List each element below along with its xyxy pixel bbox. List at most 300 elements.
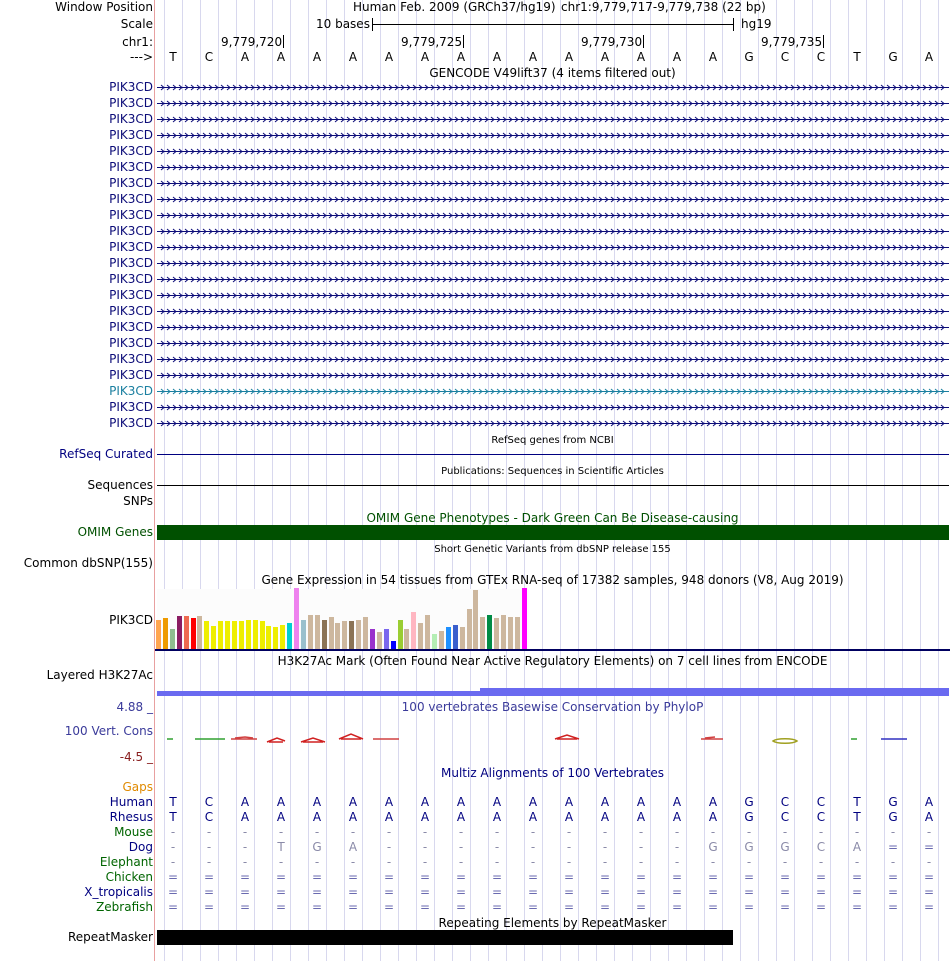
grid-line [542, 0, 543, 961]
base-letter: C [816, 50, 826, 64]
gencode-transcript[interactable] [157, 83, 949, 92]
gencode-transcript[interactable] [157, 371, 949, 380]
alignment-base: = [239, 885, 251, 899]
gtex-track-title: Gene Expression in 54 tissues from GTEx RNA-seq of 17382 samples, 948 donors (V8, Aug 2019) [261, 573, 844, 587]
base-letter: G [888, 50, 898, 64]
grid-line [632, 0, 633, 961]
sequences-label[interactable]: Sequences [87, 478, 153, 492]
alignment-base: A [420, 810, 430, 824]
alignment-base: C [780, 795, 790, 809]
alignment-base: A [564, 795, 574, 809]
gtex-bar[interactable] [425, 615, 430, 649]
gencode-gene-label[interactable]: PIK3CD [109, 336, 153, 350]
grid-line [344, 0, 345, 961]
alignment-base: = [887, 900, 899, 914]
alignment-base: = [635, 900, 647, 914]
alignment-base: = [239, 870, 251, 884]
conservation-min-label: -4.5 _ [119, 750, 153, 764]
ruler-tick [823, 35, 824, 48]
gtex-bar[interactable] [156, 620, 161, 649]
gencode-track-title: GENCODE V49lift37 (4 items filtered out) [429, 66, 676, 80]
gencode-transcript[interactable] [157, 179, 949, 188]
ruler-tick-label: 9,779,735 [761, 35, 823, 49]
alignment-base: G [708, 840, 718, 854]
alignment-base: = [671, 885, 683, 899]
gencode-gene-label[interactable]: PIK3CD [109, 320, 153, 334]
alignment-base: - [458, 825, 464, 839]
gtex-bar[interactable] [301, 620, 306, 649]
grid-line [704, 0, 705, 961]
species-label: Dog [128, 840, 153, 854]
alignment-base: A [924, 810, 934, 824]
alignment-base: = [707, 870, 719, 884]
alignment-base: = [563, 885, 575, 899]
alignment-base: A [852, 840, 862, 854]
alignment-base: A [708, 810, 718, 824]
gencode-transcript[interactable] [157, 355, 949, 364]
gtex-bar[interactable] [522, 588, 527, 649]
gtex-bar[interactable] [398, 620, 403, 649]
gtex-bar[interactable] [273, 627, 278, 649]
alignment-base: - [926, 825, 932, 839]
grid-line [830, 0, 831, 961]
alignment-base: = [851, 885, 863, 899]
gtex-bar[interactable] [349, 621, 354, 649]
alignment-base: A [312, 795, 322, 809]
alignment-base: - [566, 840, 572, 854]
gencode-transcript[interactable] [157, 259, 949, 268]
alignment-base: A [384, 795, 394, 809]
conservation-label[interactable]: 100 Vert. Cons [64, 724, 153, 738]
alignment-base: A [492, 795, 502, 809]
gtex-bar[interactable] [177, 616, 182, 649]
gtex-bar[interactable] [384, 629, 389, 649]
gencode-gene-label[interactable]: PIK3CD [109, 192, 153, 206]
alignment-base: A [312, 810, 322, 824]
gencode-transcript[interactable] [157, 339, 949, 348]
grid-line [866, 0, 867, 961]
alignment-base: - [890, 825, 896, 839]
alignment-base: = [455, 900, 467, 914]
gtex-bar[interactable] [487, 615, 492, 649]
gtex-bar[interactable] [446, 627, 451, 649]
base-letter: A [672, 50, 682, 64]
alignment-base: = [887, 885, 899, 899]
refseq-curated-label[interactable]: RefSeq Curated [59, 447, 153, 461]
alignment-base: C [204, 810, 214, 824]
alignment-base: - [422, 825, 428, 839]
gtex-bar[interactable] [356, 620, 361, 649]
alignment-base: - [530, 855, 536, 869]
alignment-base: - [242, 825, 248, 839]
common-dbsnp-label[interactable]: Common dbSNP(155) [23, 556, 153, 570]
gencode-gene-label[interactable]: PIK3CD [109, 160, 153, 174]
alignment-base: = [347, 885, 359, 899]
gencode-transcript[interactable] [157, 275, 949, 284]
grid-line [776, 0, 777, 961]
alignment-base: = [527, 900, 539, 914]
gencode-transcript[interactable] [157, 99, 949, 108]
alignment-base: - [494, 855, 500, 869]
gencode-gene-label[interactable]: PIK3CD [109, 416, 153, 430]
base-letter: A [600, 50, 610, 64]
grid-line [794, 0, 795, 961]
gencode-transcript[interactable] [157, 419, 949, 428]
repeatmasker-track-title: Repeating Elements by RepeatMasker [438, 916, 667, 930]
alignment-base: A [456, 810, 466, 824]
grid-line [362, 0, 363, 961]
alignment-base: - [638, 855, 644, 869]
gencode-transcript[interactable] [157, 323, 949, 332]
gencode-transcript[interactable] [157, 163, 949, 172]
alignment-base: = [203, 900, 215, 914]
alignment-base: - [638, 825, 644, 839]
alignment-base: - [494, 825, 500, 839]
alignment-base: = [815, 885, 827, 899]
gencode-gene-label[interactable]: PIK3CD [109, 208, 153, 222]
alignment-base: = [383, 870, 395, 884]
ruler-tick [463, 35, 464, 48]
h3k27ac-label[interactable]: Layered H3K27Ac [46, 668, 153, 682]
gencode-gene-label[interactable]: PIK3CD [109, 384, 153, 398]
gtex-bar[interactable] [170, 629, 175, 649]
alignment-base: = [203, 885, 215, 899]
gtex-bar[interactable] [253, 620, 258, 649]
grid-line [416, 0, 417, 961]
gencode-transcript[interactable] [157, 307, 949, 316]
alignment-base: = [563, 870, 575, 884]
alignment-base: A [528, 795, 538, 809]
alignment-base: = [239, 900, 251, 914]
alignment-base: - [854, 855, 860, 869]
alignment-base: = [203, 870, 215, 884]
species-label: Mouse [114, 825, 153, 839]
alignment-base: = [167, 870, 179, 884]
alignment-base: - [170, 825, 176, 839]
alignment-base: = [167, 900, 179, 914]
alignment-base: C [816, 840, 826, 854]
alignment-base: = [671, 870, 683, 884]
alignment-base: = [635, 870, 647, 884]
omim-feature[interactable] [157, 525, 949, 540]
gencode-gene-label[interactable]: PIK3CD [109, 128, 153, 142]
alignment-base: = [707, 900, 719, 914]
gtex-bar[interactable] [342, 621, 347, 649]
alignment-base: A [600, 810, 610, 824]
base-letter: A [492, 50, 502, 64]
gencode-transcript[interactable] [157, 387, 949, 396]
gtex-bar[interactable] [280, 625, 285, 649]
base-letter: A [348, 50, 358, 64]
grid-line [200, 0, 201, 961]
gtex-bar[interactable] [404, 629, 409, 649]
alignment-base: - [350, 825, 356, 839]
alignment-base: = [743, 900, 755, 914]
alignment-base: = [419, 885, 431, 899]
gencode-gene-label[interactable]: PIK3CD [109, 144, 153, 158]
gtex-bar[interactable] [204, 621, 209, 649]
alignment-base: = [167, 885, 179, 899]
grid-line [920, 0, 921, 961]
alignment-base: - [386, 855, 392, 869]
base-letter: A [384, 50, 394, 64]
gtex-bar[interactable] [246, 620, 251, 649]
grid-line [722, 0, 723, 961]
alignment-base: - [350, 855, 356, 869]
alignment-base: A [348, 795, 358, 809]
gencode-gene-label[interactable]: PIK3CD [109, 224, 153, 238]
grid-line [686, 0, 687, 961]
alignment-base: T [169, 810, 177, 824]
base-letter: A [924, 50, 934, 64]
alignment-base: = [779, 900, 791, 914]
alignment-base: = [743, 870, 755, 884]
grid-line [668, 0, 669, 961]
alignment-base: = [923, 900, 935, 914]
alignment-base: G [888, 810, 898, 824]
alignment-base: = [635, 885, 647, 899]
gtex-bar[interactable] [391, 641, 396, 649]
gtex-bar[interactable] [432, 634, 437, 649]
alignment-base: = [419, 900, 431, 914]
alignment-base: A [276, 795, 286, 809]
alignment-base: A [528, 810, 538, 824]
alignment-base: - [602, 840, 608, 854]
gtex-bar[interactable] [453, 625, 458, 649]
alignment-base: - [746, 825, 752, 839]
grid-line [614, 0, 615, 961]
gtex-bar[interactable] [266, 626, 271, 649]
publications-line [157, 485, 949, 486]
alignment-base: - [818, 825, 824, 839]
alignment-base: - [386, 840, 392, 854]
alignment-base: G [744, 810, 754, 824]
gencode-transcript[interactable] [157, 403, 949, 412]
species-label: Chicken [105, 870, 153, 884]
alignment-base: A [636, 795, 646, 809]
alignment-base: - [746, 855, 752, 869]
gencode-gene-label[interactable]: PIK3CD [109, 400, 153, 414]
alignment-base: = [491, 900, 503, 914]
grid-line [596, 0, 597, 961]
alignment-base: = [671, 900, 683, 914]
gtex-bar[interactable] [418, 623, 423, 649]
gencode-gene-label[interactable]: PIK3CD [109, 112, 153, 126]
alignment-base: - [782, 825, 788, 839]
alignment-base: - [890, 855, 896, 869]
alignment-base: A [348, 810, 358, 824]
grid-line [470, 0, 471, 961]
alignment-base: C [780, 810, 790, 824]
grid-line [164, 0, 165, 961]
alignment-base: - [854, 825, 860, 839]
grid-line [326, 0, 327, 961]
gencode-transcript[interactable] [157, 195, 949, 204]
gencode-gene-label[interactable]: PIK3CD [109, 288, 153, 302]
gtex-gene-label[interactable]: PIK3CD [109, 613, 153, 627]
assembly-name: Human Feb. 2009 (GRCh37/hg19) [353, 0, 556, 14]
gencode-transcript[interactable] [157, 291, 949, 300]
snps-label[interactable]: SNPs [123, 494, 153, 508]
gtex-bar[interactable] [218, 621, 223, 649]
alignment-base: - [926, 855, 932, 869]
alignment-base: - [530, 840, 536, 854]
alignment-base: - [674, 840, 680, 854]
grid-line [182, 0, 183, 961]
gtex-bar[interactable] [335, 623, 340, 649]
alignment-base: - [422, 840, 428, 854]
gtex-bar[interactable] [232, 621, 237, 649]
grid-line [560, 0, 561, 961]
gtex-bar[interactable] [460, 627, 465, 649]
alignment-base: C [816, 795, 826, 809]
grid-line [272, 0, 273, 961]
gtex-bar[interactable] [377, 632, 382, 649]
alignment-base: = [743, 885, 755, 899]
alignment-base: T [169, 795, 177, 809]
gtex-bar[interactable] [501, 615, 506, 649]
gencode-gene-label[interactable]: PIK3CD [109, 272, 153, 286]
gtex-bar[interactable] [191, 618, 196, 649]
ruler-tick [643, 35, 644, 48]
grid-line [254, 0, 255, 961]
alignment-base: = [275, 885, 287, 899]
gtex-bar[interactable] [439, 631, 444, 649]
alignment-base: = [527, 885, 539, 899]
gtex-bar[interactable] [211, 626, 216, 649]
h3k27ac-signal-high [480, 688, 949, 696]
alignment-base: = [311, 870, 323, 884]
scale-bar-left-tick [372, 18, 373, 31]
alignment-base: = [599, 870, 611, 884]
gaps-label[interactable]: Gaps [122, 780, 153, 794]
alignment-base: = [599, 885, 611, 899]
repeatmasker-label[interactable]: RepeatMasker [67, 930, 153, 944]
alignment-base: A [456, 795, 466, 809]
refseq-track-title: RefSeq genes from NCBI [491, 435, 614, 446]
gtex-bar[interactable] [308, 615, 313, 649]
gencode-transcript[interactable] [157, 147, 949, 156]
gtex-bar[interactable] [260, 621, 265, 649]
repeatmasker-feature[interactable] [157, 930, 733, 945]
gencode-gene-label[interactable]: PIK3CD [109, 96, 153, 110]
omim-genes-label[interactable]: OMIM Genes [77, 525, 153, 539]
grid-line [758, 0, 759, 961]
alignment-base: - [206, 825, 212, 839]
gtex-bar[interactable] [315, 615, 320, 649]
omim-track-title: OMIM Gene Phenotypes - Dark Green Can Be Disease-causing [366, 511, 739, 525]
alignment-base: = [311, 900, 323, 914]
alignment-base: = [923, 870, 935, 884]
gencode-gene-label[interactable]: PIK3CD [109, 240, 153, 254]
gencode-transcript[interactable] [157, 115, 949, 124]
alignment-base: = [455, 885, 467, 899]
grid-line [740, 0, 741, 961]
gtex-bar[interactable] [287, 623, 292, 649]
alignment-base: G [744, 840, 754, 854]
alignment-base: - [422, 855, 428, 869]
alignment-base: - [494, 840, 500, 854]
alignment-base: - [314, 855, 320, 869]
gencode-gene-label[interactable]: PIK3CD [109, 256, 153, 270]
alignment-base: - [458, 855, 464, 869]
gtex-bar[interactable] [329, 617, 334, 649]
alignment-base: = [707, 885, 719, 899]
alignment-base: - [566, 855, 572, 869]
alignment-base: C [204, 795, 214, 809]
alignment-base: - [782, 855, 788, 869]
gtex-bar[interactable] [197, 616, 202, 649]
gtex-bar[interactable] [225, 621, 230, 649]
gtex-bar[interactable] [411, 612, 416, 649]
alignment-base: - [242, 840, 248, 854]
alignment-base: - [566, 825, 572, 839]
gencode-transcript[interactable] [157, 243, 949, 252]
gtex-bar[interactable] [494, 618, 499, 649]
gtex-bar[interactable] [363, 617, 368, 649]
gtex-bar[interactable] [515, 617, 520, 649]
alignment-base: - [530, 825, 536, 839]
conservation-glyphs [155, 728, 950, 748]
gtex-bar[interactable] [322, 620, 327, 649]
gtex-bar[interactable] [294, 588, 299, 649]
gtex-bar[interactable] [163, 618, 168, 649]
gencode-gene-label[interactable]: PIK3CD [109, 176, 153, 190]
alignment-base: = [275, 870, 287, 884]
alignment-base: = [383, 885, 395, 899]
species-label: Rhesus [109, 810, 153, 824]
alignment-base: G [744, 795, 754, 809]
species-label: Human [109, 795, 153, 809]
base-letter: A [564, 50, 574, 64]
grid-line [488, 0, 489, 961]
alignment-base: = [527, 870, 539, 884]
gencode-transcript[interactable] [157, 227, 949, 236]
ruler-tick-label: 9,779,720 [221, 35, 283, 49]
alignment-base: = [923, 885, 935, 899]
gtex-bar[interactable] [184, 616, 189, 649]
gtex-bar[interactable] [467, 609, 472, 649]
grid-line [902, 0, 903, 961]
alignment-base: - [710, 855, 716, 869]
gtex-bar[interactable] [239, 621, 244, 649]
grid-line [398, 0, 399, 961]
grid-line [452, 0, 453, 961]
gtex-bar[interactable] [370, 629, 375, 649]
gtex-bar[interactable] [508, 617, 513, 649]
multiz-track-title: Multiz Alignments of 100 Vertebrates [440, 766, 665, 780]
alignment-base: A [420, 795, 430, 809]
base-letter: A [240, 50, 250, 64]
alignment-base: = [311, 885, 323, 899]
gencode-transcript[interactable] [157, 211, 949, 220]
grid-line [578, 0, 579, 961]
gencode-gene-label[interactable]: PIK3CD [109, 304, 153, 318]
alignment-base: A [240, 795, 250, 809]
gencode-transcript[interactable] [157, 131, 949, 140]
grid-line [848, 0, 849, 961]
gtex-bar[interactable] [480, 617, 485, 649]
alignment-base: = [455, 870, 467, 884]
alignment-base: = [347, 870, 359, 884]
base-letter: A [420, 50, 430, 64]
gencode-gene-label[interactable]: PIK3CD [109, 352, 153, 366]
position-readout: chr1:9,779,717-9,779,738 (22 bp) [561, 0, 766, 14]
gencode-gene-label[interactable]: PIK3CD [109, 80, 153, 94]
gencode-gene-label[interactable]: PIK3CD [109, 368, 153, 382]
gtex-bar[interactable] [473, 590, 478, 649]
publications-track-title: Publications: Sequences in Scientific Articles [441, 466, 664, 477]
